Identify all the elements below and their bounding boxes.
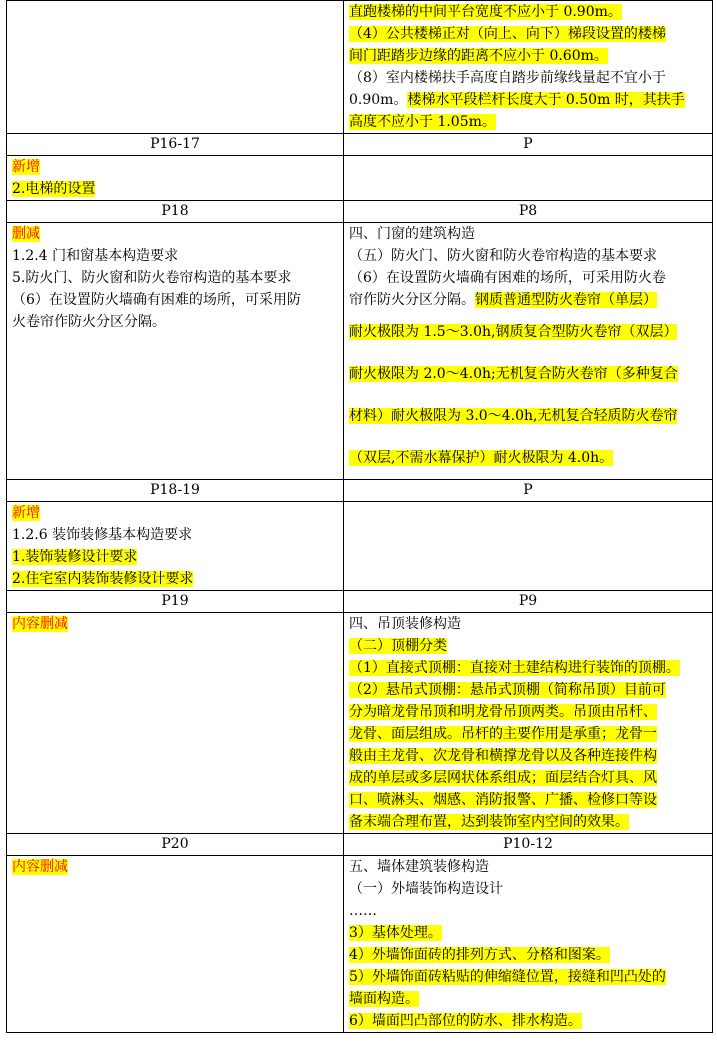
page-ref-row [7,591,713,613]
highlighted-text: 墙面构造。 [349,991,419,1007]
table-row [7,223,713,480]
page-ref-right: P [344,134,713,156]
highlighted-text: （1）直接式顶棚：直接对土建结构进行装饰的顶棚。 [349,660,680,676]
highlighted-text: 成的单层或多层网状体系组成；面层结合灯具、风 [349,770,657,786]
text-line: 五、墙体建筑装修构造 [349,859,489,875]
page-ref-right: P10-12 [344,834,713,856]
page-ref-row [7,480,713,502]
highlighted-text: 楼梯水平段栏杆长度大于 0.50m 时，其扶手 [407,92,685,108]
highlighted-text: 5）外墙饰面砖粘贴的伸缩缝位置，接缝和凹凸处的 [349,969,666,985]
left-cell [7,1,344,134]
highlighted-text: 4）外墙饰面砖的排列方式、分格和图案。 [349,947,610,963]
text-line: 帘作防火分区分隔。 [349,292,475,308]
left-cell [7,156,344,201]
change-tag: 新增 [12,159,40,175]
page-ref-row [7,201,713,223]
highlighted-text: （4）公共楼梯正对（向上、向下）梯段设置的楼梯 [349,26,666,42]
page-ref-left: P16-17 [7,134,344,156]
change-tag: 内容删减 [12,616,68,632]
change-tag: 内容删减 [12,859,68,875]
text-line: 火卷帘作防火分区分隔。 [12,314,166,330]
highlighted-text: 高度不应小于 1.05m。 [349,114,496,130]
text-line: 四、门窗的建筑构造 [349,226,475,242]
page-ref-right: P [344,480,713,502]
text-line: （8）室内楼梯扶手高度自踏步前缘线量起不宜小于 [349,70,666,86]
highlighted-text: 般由主龙骨、次龙骨和横撑龙骨以及各种连接件构 [349,748,657,764]
highlighted-text: 材料）耐火极限为 3.0～4.0h,无机复合轻质防火卷帘 [349,408,678,424]
right-cell [344,856,713,1033]
left-cell [7,502,344,591]
highlighted-text: 2.电梯的设置 [12,181,96,197]
page-ref-left: P20 [7,834,344,856]
text-line: （一）外墙装饰构造设计 [349,881,503,897]
right-cell [344,1,713,134]
highlighted-text: 耐火极限为 1.5～3.0h,钢质复合型防火卷帘（双层） [349,324,678,340]
page-ref-right: P8 [344,201,713,223]
text-line: 1.2.6 装饰装修基本构造要求 [12,527,193,543]
text-line: 1.2.4 门和窗基本构造要求 [12,248,179,264]
highlighted-text: （二）顶棚分类 [349,638,447,654]
highlighted-text: （2）悬吊式顶棚：悬吊式顶棚（简称吊顶）目前可 [349,682,666,698]
page-ref-row [7,834,713,856]
highlighted-text: 龙骨、面层组成。吊杆的主要作用是承重；龙骨一 [349,726,657,742]
highlighted-text: 钢质普通型防火卷帘（单层） [475,292,657,308]
text-line: （五）防火门、防火窗和防火卷帘构造的基本要求 [349,248,657,264]
highlighted-text: 间门距踏步边缘的距离不应小于 0.60m。 [349,48,608,64]
text-line: 四、吊顶装修构造 [349,616,461,632]
text-line: …… [349,903,377,919]
highlighted-text: 口、喷淋头、烟感、消防报警、广播、检修口等设 [349,792,657,808]
text-line: （6）在设置防火墙确有困难的场所，可采用防 [12,292,301,308]
table-row [7,156,713,201]
table-row [7,613,713,834]
highlighted-text: 耐火极限为 2.0～4.0h;无机复合防火卷帘（多种复合 [349,366,678,382]
highlighted-text: （双层,不需水幕保护）耐火极限为 4.0h。 [349,450,614,466]
comparison-table [6,0,713,1033]
page-ref-right: P9 [344,591,713,613]
page-ref-left: P19 [7,591,344,613]
highlighted-text: 3）基体处理。 [349,925,442,941]
highlighted-text: 分为暗龙骨吊顶和明龙骨吊顶两类。吊顶由吊杆、 [349,704,657,720]
highlighted-text: 直跑楼梯的中间平台宽度不应小于 0.90m。 [349,4,622,20]
text-line: 5.防火门、防火窗和防火卷帘构造的基本要求 [12,270,292,286]
page-ref-row [7,134,713,156]
right-cell [344,613,713,834]
highlighted-text: 2.住宅室内装饰装修设计要求 [12,571,194,587]
change-tag: 新增 [12,505,40,521]
text-line: （6）在设置防火墙确有困难的场所，可采用防火卷 [349,270,666,286]
highlighted-text: 6）墙面凹凸部位的防水、排水构造。 [349,1013,582,1029]
page-ref-left: P18 [7,201,344,223]
text-line: 0.90m。 [349,92,408,108]
table-row [7,502,713,591]
left-cell [7,223,344,480]
page-ref-left: P18-19 [7,480,344,502]
right-cell [344,156,713,201]
left-cell [7,613,344,834]
highlighted-text: 备末端合理布置，达到装饰室内空间的效果。 [349,814,629,830]
highlighted-text: 1.装饰装修设计要求 [12,549,138,565]
right-cell [344,223,713,480]
table-row [7,1,713,134]
table-row [7,856,713,1033]
change-tag: 删减 [12,226,40,242]
left-cell [7,856,344,1033]
right-cell [344,502,713,591]
